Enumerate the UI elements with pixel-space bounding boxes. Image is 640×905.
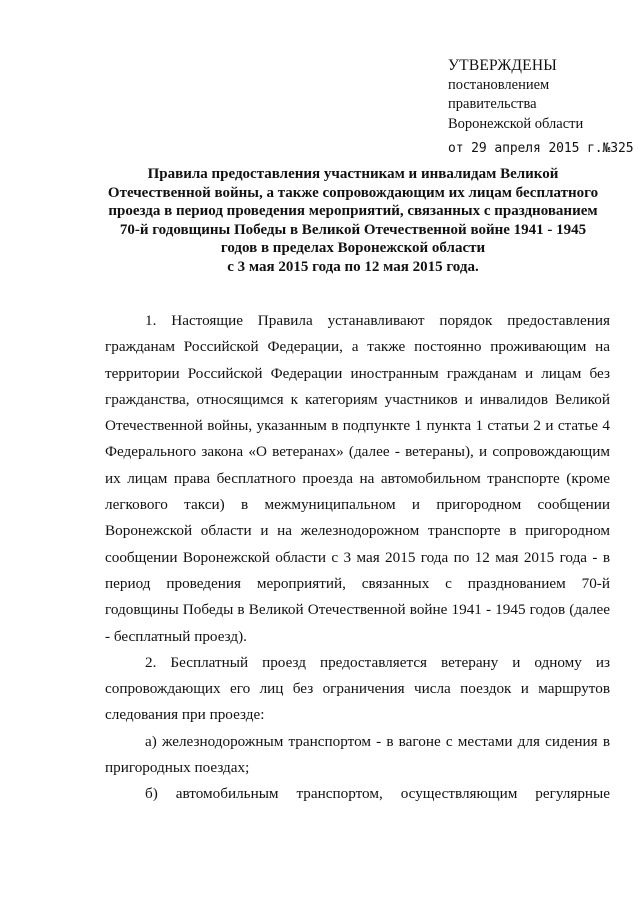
- list-item-a-line: а) железнодорожным транспортом - в вагоне с местами для сидения в: [145, 732, 610, 750]
- document-body: [105, 308, 610, 808]
- paragraph-1-line: их лицам права бесплатного проезда на автомобильном транспорте (кроме: [105, 469, 610, 487]
- approval-date-stamp: от 29 апреля 2015 г.№325: [448, 141, 634, 156]
- paragraph-1-line: легкового такси) в межмуниципальном и пригородном сообщении: [105, 496, 610, 514]
- title-line: Отечественной войны, а также сопровождающим их лицам бесплатного: [107, 184, 599, 201]
- title-line: Правила предоставления участникам и инвалидам Великой: [147, 166, 559, 182]
- title-line: 70-й годовщины Победы в Великой Отечественной войне 1941 - 1945: [119, 221, 587, 238]
- document-title: [96, 165, 610, 277]
- paragraph-1-line: период проведения мероприятий, связанных с празднованием 70-й: [105, 574, 610, 592]
- paragraph-1-line: гражданам Российской Федерации, а также постоянно проживающим на: [105, 338, 610, 356]
- paragraph-1-line: сообщении Воронежской области с 3 мая 2015 года по 12 мая 2015 года - в: [105, 548, 610, 566]
- approval-heading: УТВЕРЖДЕНЫ: [448, 57, 557, 74]
- approval-line: правительства: [448, 96, 537, 112]
- approval-block: [448, 56, 640, 159]
- paragraph-1-line: Федерального закона «О ветеранах» (далее - ветераны), и сопровождающим: [105, 443, 610, 461]
- paragraph-1-line: Отечественной войны, указанным в подпункте 1 пункта 1 статьи 2 и статье 4: [105, 417, 610, 435]
- approval-line: постановлением: [448, 76, 550, 93]
- title-line: годов в пределах Воронежской области: [220, 240, 486, 257]
- paragraph-2-line: сопровождающих его лиц без ограничения числа поездок и маршрутов: [105, 680, 610, 698]
- approval-line: Воронежской области: [448, 115, 584, 132]
- list-item-b-line: б) автомобильным транспортом, осуществляющим регулярные: [145, 785, 610, 803]
- title-line: проезда в период проведения мероприятий, связанных с празднованием: [108, 203, 598, 220]
- title-line: с 3 мая 2015 года по 12 мая 2015 года.: [227, 258, 479, 275]
- paragraph-2-line: 2. Бесплатный проезд предоставляется ветерану и одному из: [145, 653, 610, 671]
- paragraph-1-line: гражданства, относящимся к категориям участников и инвалидов Великой: [105, 390, 610, 408]
- list-item-a-line: пригородных поездах;: [105, 759, 250, 777]
- paragraph-1-line: - бесплатный проезд).: [105, 627, 247, 645]
- paragraph-1-line: 1. Настоящие Правила устанавливают порядок предоставления: [145, 312, 610, 329]
- paragraph-2-line: следования при проезде:: [105, 706, 265, 724]
- paragraph-1-line: годовщины Победы в Великой Отечественной войне 1941 - 1945 годов (далее: [105, 601, 610, 619]
- paragraph-1-line: Воронежской области и на железнодорожном транспорте в пригородном: [105, 522, 610, 540]
- paragraph-1-line: территории Российской Федерации иностранным гражданам и лицам без: [105, 364, 610, 382]
